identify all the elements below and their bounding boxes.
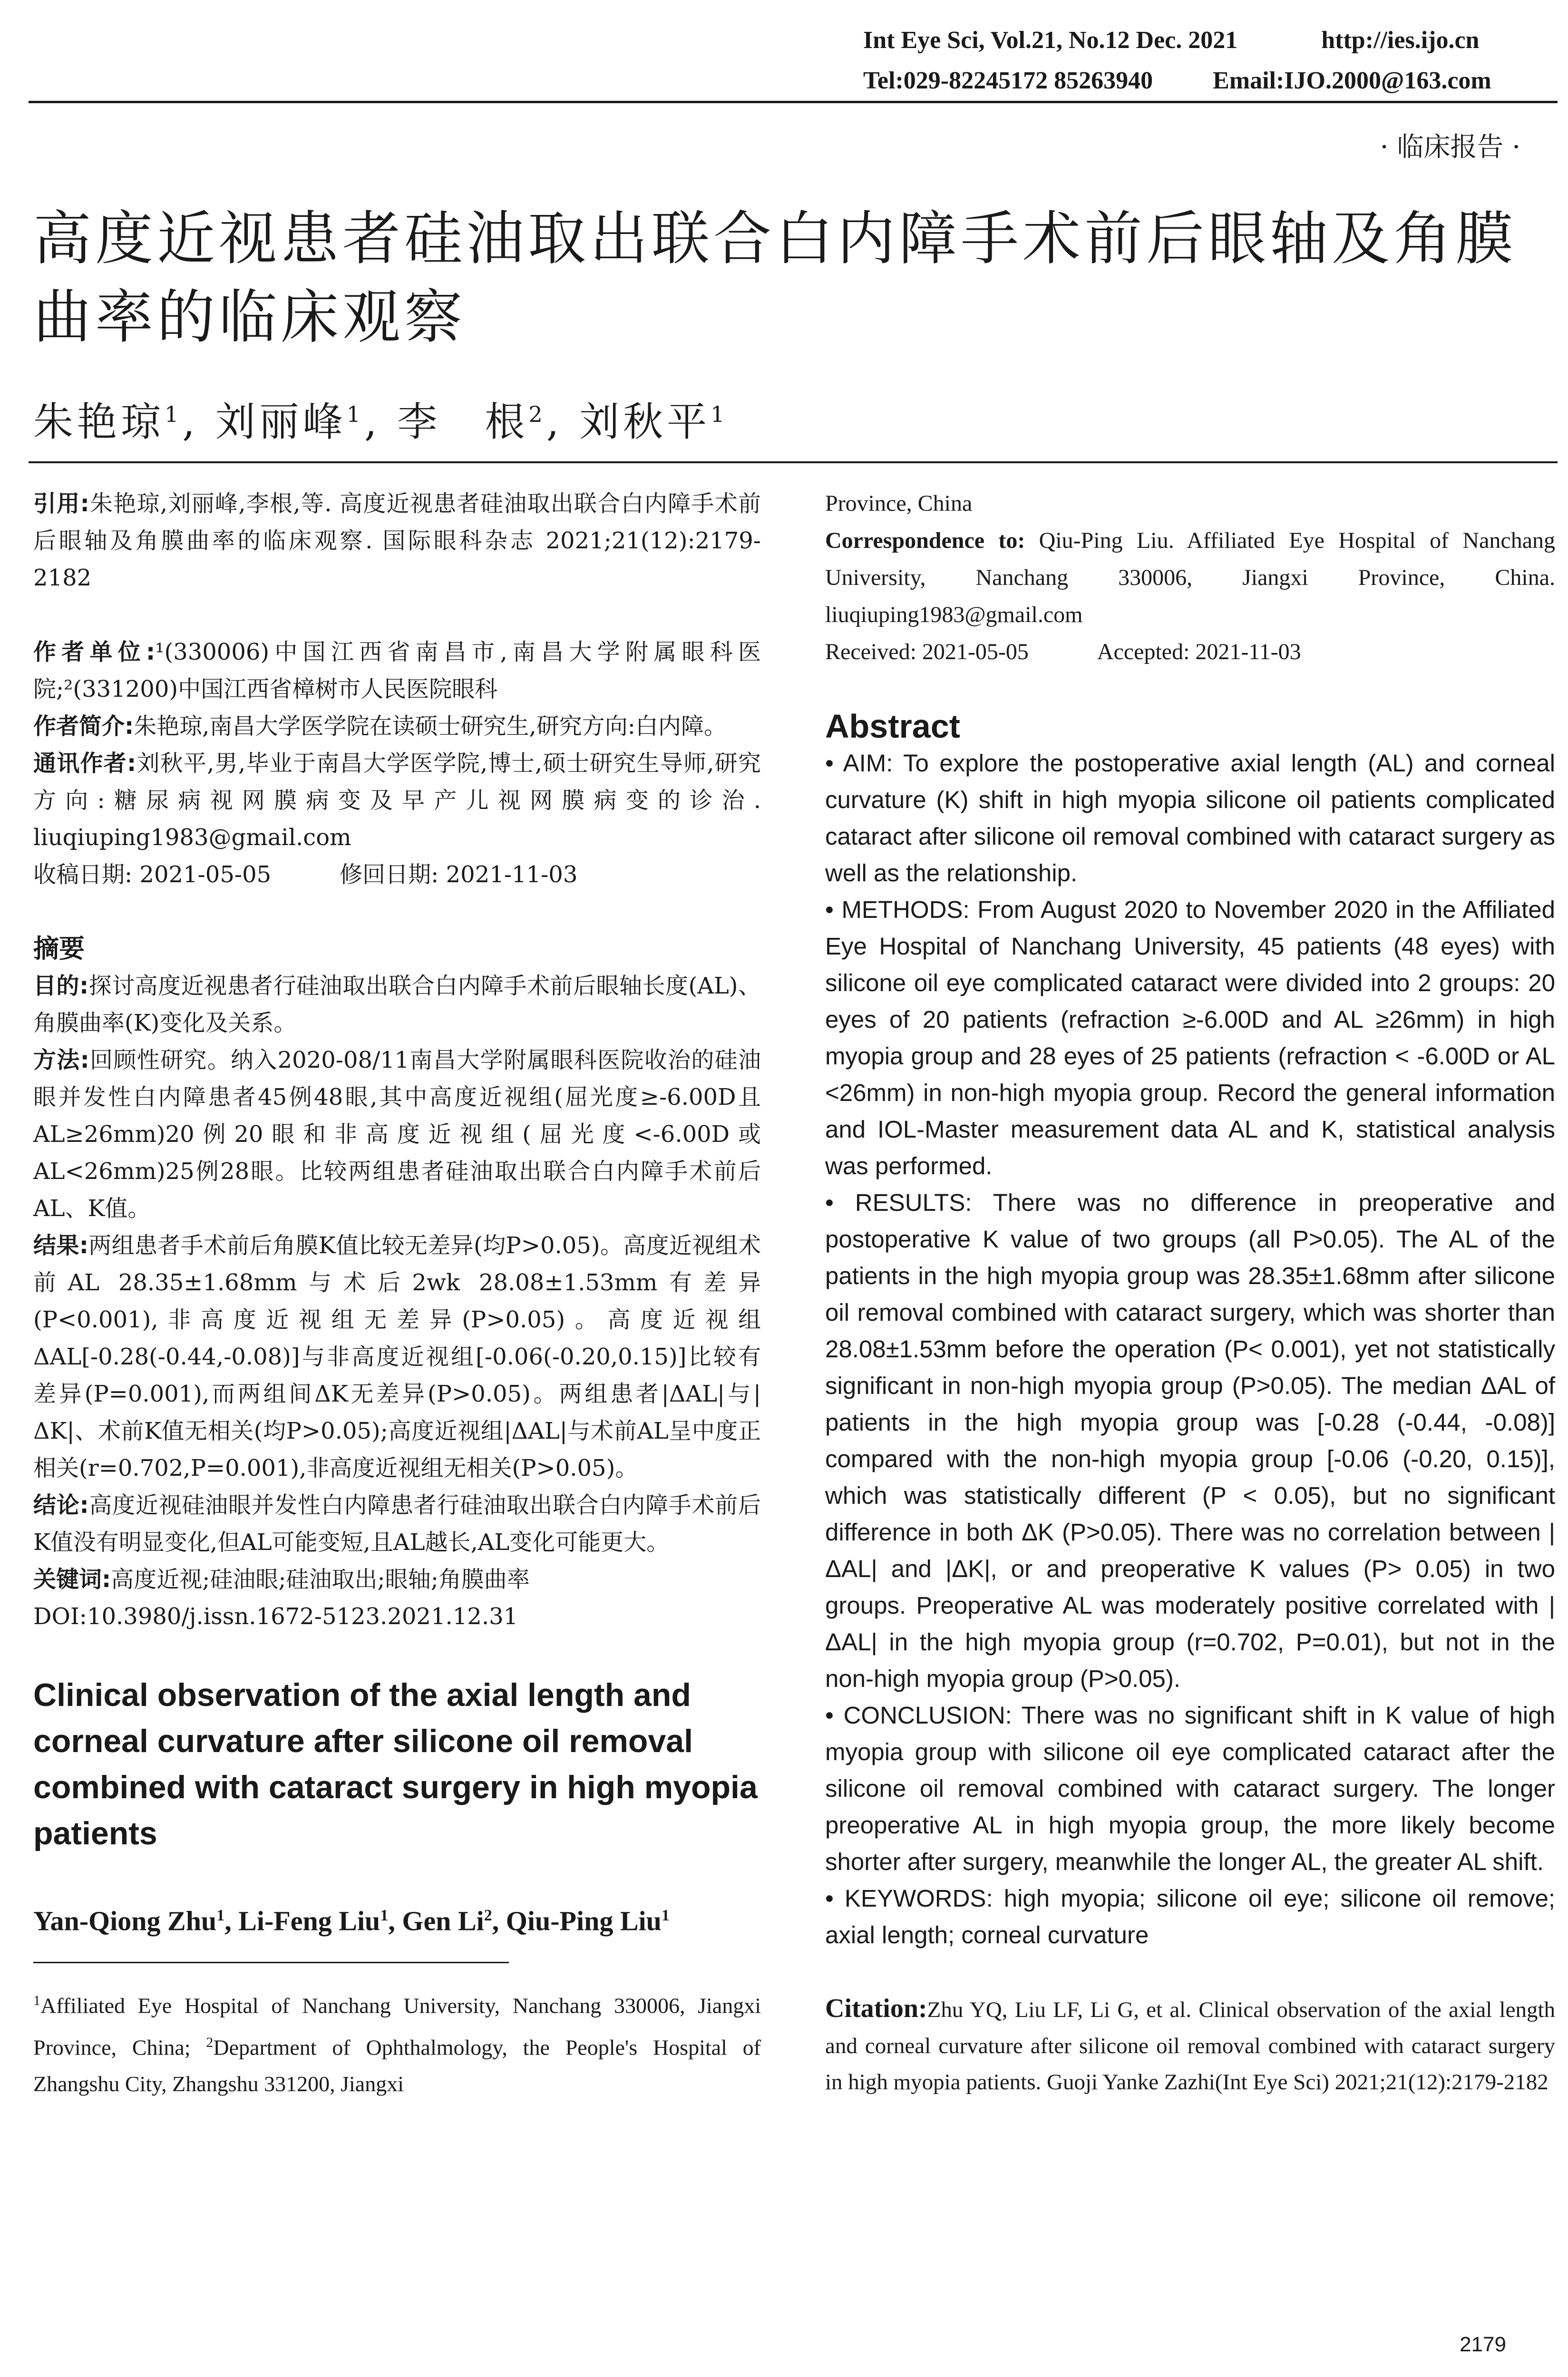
summary-aim-cn: [33, 967, 761, 1042]
abstract-methods-text: From August 2020 to November 2020 in the Affiliated Eye Hospital of Nanchang University, 45 patients (48 eyes) with silicone oil eye complicated cataract were divided into 2 groups: 20 eyes of 20 patients (refraction ≥-6.00D and AL ≥26mm) in high myopia group and 28 eyes of 25 patients (refraction < -6.00D or AL <26mm) in non-high myopia group. Record the general information and IOL-Master measurement data AL and K, statistical analysis was performed.: [825, 896, 1556, 1179]
received-accepted-dates: Received: 2021-05-05 Accepted: 2021-11-03: [825, 639, 1301, 664]
author-bio: [33, 708, 761, 745]
left-column: [33, 485, 761, 2102]
author-list-cn: 朱艳琼$^1$, 刘丽峰$^1$, 李 根$^2$, 刘秋平$^1$: [33, 399, 729, 445]
summary-method-cn-text: 回顾性研究。纳入2020-08/11南昌大学附属眼科医院收治的硅油眼并发性白内障患者45例48眼,其中高度近视组(屈光度≥-6.00D且AL≥26mm)20例20眼和非高度近视组(屈光度<-6.00D或AL<26mm)25例28眼。比较两组患者硅油取出联合白内障手术前后AL、K值。: [33, 1047, 761, 1222]
author-name-en: Qiu-Ping Liu: [506, 1905, 662, 1937]
author-name-en: Li-Feng Liu: [238, 1905, 380, 1937]
journal-tel: Tel:029-82245172 85263940: [863, 67, 1153, 94]
abstract-methods: [825, 891, 1555, 1184]
abstract-aim-label: • AIM:: [825, 750, 893, 777]
citation-cn: [33, 485, 761, 596]
abstract-keywords-label: • KEYWORDS:: [825, 1885, 993, 1912]
author-unit-label: 作者单位:: [33, 639, 156, 665]
summary-result-cn-label: 结果:: [33, 1232, 88, 1259]
abstract-conclusion: [825, 1697, 1555, 1880]
author-name-en: Gen Li: [402, 1905, 484, 1937]
doi[interactable]: DOI:10.3980/j.issn.1672-5123.2021.12.31: [33, 1603, 518, 1630]
author-unit: [33, 633, 761, 708]
summary-heading-cn: 摘要: [33, 934, 85, 964]
summary-aim-cn-text: 探讨高度近视患者行硅油取出联合白内障手术前后眼轴长度(AL)、角膜曲率(K)变化及关系。: [33, 973, 761, 1036]
correspondence-en: [825, 522, 1555, 633]
summary-conclusion-cn-label: 结论:: [33, 1492, 89, 1519]
corresponding-author-cn-text: 刘秋平,男,毕业于南昌大学医学院,博士,硕士研究生导师,研究方向:糖尿病视网膜病变及早产儿视网膜病变的诊治. liuqiuping1983@gmail.com: [33, 750, 761, 851]
abstract-heading: Abstract: [825, 708, 960, 745]
abstract-results-text: There was no difference in preoperative and postoperative K value of two groups (all P>0.05). The AL of the patients in the high myopia group was 28.35±1.68mm after silicone oil removal combined with cataract surgery, which was shorter than 28.08±1.53mm before the operation (P< 0.001), yet not statistically significant in non-high myopia group (P>0.05). The median ΔAL of patients in the high myopia group was [-0.28 (-0.44, -0.08)] compared with the non-high myopia group [-0.06 (-0.20, 0.15)], which was statistically different (P < 0.05), but no significant difference in both ΔK (P>0.05). There was no correlation between |ΔAL| and |ΔK|, or and preoperative K values (P> 0.05) in two groups. Preoperative AL was moderately positive correlated with |ΔAL| in the high myopia group (r=0.702, P=0.01), but not in the non-high myopia group (P>0.05).: [825, 1189, 1556, 1692]
summary-conclusion-cn: [33, 1487, 761, 1561]
author-list-en: Yan-Qiong Zhu$^1$, Li-Feng Liu$^1$, Gen Li$^2$, Qiu-Ping Liu$^1$: [33, 1905, 670, 1937]
summary-result-cn-text: 两组患者手术前后角膜K值比较无差异(均P>0.05)。高度近视组术前AL 28.35±1.68mm与术后2wk 28.08±1.53mm有差异(P<0.001),非高度近视组无差异(P>0.05)。高度近视组ΔAL[-0.28(-0.44,-0.08)]与非高度近视组[-0.06(-0.20,0.15)]比较有差异(P=0.001),而两组间ΔK无差异(P>0.05)。两组患者|ΔAL|与|ΔK|、术前K值无相关(均P>0.05);高度近视组|ΔAL|与术前AL呈中度正相关(r=0.702,P=0.001),非高度近视组无相关(P>0.05)。: [33, 1232, 761, 1481]
affiliations-en: $^1$Affiliated Eye Hospital of Nanchang University, Nanchang 330006, Jiangxi Province, China; $^2$Department of Ophthalmology, the People's Hospital of Zhangshu City, Zhangshu 331200, Jiangxi: [33, 1993, 761, 2096]
abstract-conclusion-text: There was no significant shift in K value of high myopia group with silicone oil eye complicated cataract after the silicone oil removal combined with cataract surgery. The longer preoperative AL in high myopia group, the more likely become shorter after surgery, meanwhile the longer AL, the greater AL shift.: [825, 1702, 1555, 1875]
abstract-methods-label: • METHODS:: [825, 896, 970, 923]
author-affiliation-mark: 1: [711, 401, 729, 427]
author-name: 刘秋平: [579, 399, 711, 445]
correspondence-en-label: Correspondence to:: [825, 528, 1025, 553]
abstract-results: [825, 1184, 1555, 1697]
summary-method-cn: [33, 1042, 761, 1227]
keywords-cn-label: 关键词:: [33, 1566, 111, 1593]
keywords-cn: [33, 1561, 761, 1598]
title-line-2: 曲率的临床观察: [33, 283, 466, 351]
author-name: 刘丽峰: [215, 399, 347, 445]
english-title: Clinical observation of the axial length and corneal curvature after silicone oil removal combined with cataract surgery in high myopia patients: [33, 1677, 758, 1851]
right-column: [825, 485, 1555, 2100]
abstract-conclusion-label: • CONCLUSION:: [825, 1702, 1012, 1729]
author-affiliation-mark: 1: [346, 401, 364, 427]
journal-info: Int Eye Sci, Vol.21, No.12 Dec. 2021: [863, 27, 1238, 54]
affiliation-en-1: Affiliated Eye Hospital of Nanchang University, Nanchang 330006, Jiangxi Province, China;: [33, 1993, 761, 2059]
summary-method-cn-label: 方法:: [33, 1047, 89, 1073]
title-rule: [29, 461, 1558, 463]
abstract-results-label: • RESULTS:: [825, 1189, 972, 1216]
journal-email[interactable]: Email:IJO.2000@163.com: [1213, 67, 1491, 94]
citation-cn-text: 朱艳琼,刘丽峰,李根,等. 高度近视患者硅油取出联合白内障手术前后眼轴及角膜曲率的临床观察. 国际眼科杂志 2021;21(12):2179-2182: [33, 490, 761, 591]
journal-header-line-1: [863, 26, 1479, 54]
summary-aim-cn-label: 目的:: [33, 973, 89, 999]
author-bio-label: 作者简介:: [33, 713, 134, 740]
correspondence-en-text: Qiu-Ping Liu. Affiliated Eye Hospital of Nanchang University, Nanchang 330006, Jiangxi Province, China. liuqiuping1983@gmail.com: [825, 528, 1555, 627]
affiliation-en-continued: Province, China: [825, 491, 973, 516]
dates-cn: 收稿日期: 2021-05-05 修回日期: 2021-11-03: [33, 861, 578, 888]
author-bio-text: 朱艳琼,南昌大学医学院在读硕士研究生,研究方向:白内障。: [134, 713, 727, 740]
abstract-keywords-text: high myopia; silicone oil eye; silicone oil remove; axial length; corneal curvature: [825, 1885, 1555, 1948]
citation-en-label: Citation:: [825, 1994, 927, 2023]
author-name: 朱艳琼: [33, 399, 165, 445]
abstract-aim-text: To explore the postoperative axial length (AL) and corneal curvature (K) shift in high myopia silicone oil patients complicated cataract after silicone oil removal combined with cataract surgery as well as the relationship.: [825, 750, 1555, 887]
journal-url[interactable]: http://ies.ijo.cn: [1321, 27, 1480, 54]
author-unit-text: ¹(330006)中国江西省南昌市,南昌大学附属眼科医院;²(331200)中国江西省樟树市人民医院眼科: [33, 639, 761, 702]
page-title: [33, 200, 1546, 357]
section-tag: · 临床报告 ·: [1380, 132, 1520, 163]
abstract-aim: [825, 745, 1555, 891]
corresponding-author-cn: [33, 745, 761, 856]
author-name-en: Yan-Qiong Zhu: [33, 1905, 217, 1937]
journal-header-line-2: [863, 67, 1491, 95]
title-line-1: 高度近视患者硅油取出联合白内障手术前后眼轴及角膜: [33, 205, 1517, 273]
author-affiliation-mark: 2: [528, 401, 546, 427]
citation-en: [825, 1990, 1555, 2100]
affiliation-en-2: Department of Ophthalmology, the People's Hospital of Zhangshu City, Zhangshu 331200, Jiangxi: [33, 2035, 761, 2096]
author-name: 李 根: [397, 399, 529, 445]
citation-en-text: Zhu YQ, Liu LF, Li G, et al. Clinical observation of the axial length and corneal curvature after silicone oil removal combined with cataract surgery in high myopia patients. Guoji Yanke Zazhi(Int Eye Sci) 2021;21(12):2179-2182: [825, 1997, 1555, 2094]
summary-result-cn: [33, 1227, 761, 1487]
keywords-cn-text: 高度近视;硅油眼;硅油取出;眼轴;角膜曲率: [111, 1566, 530, 1593]
author-affiliation-mark: 1: [165, 401, 183, 427]
header-rule: [29, 101, 1558, 103]
page-number: 2179: [1460, 2333, 1506, 2356]
corresponding-author-cn-label: 通讯作者:: [33, 750, 136, 777]
summary-conclusion-cn-text: 高度近视硅油眼并发性白内障患者行硅油取出联合白内障手术前后K值没有明显变化,但AL可能变短,且AL越长,AL变化可能更大。: [33, 1492, 761, 1556]
citation-cn-label: 引用:: [33, 490, 89, 517]
abstract-keywords: [825, 1880, 1555, 1953]
